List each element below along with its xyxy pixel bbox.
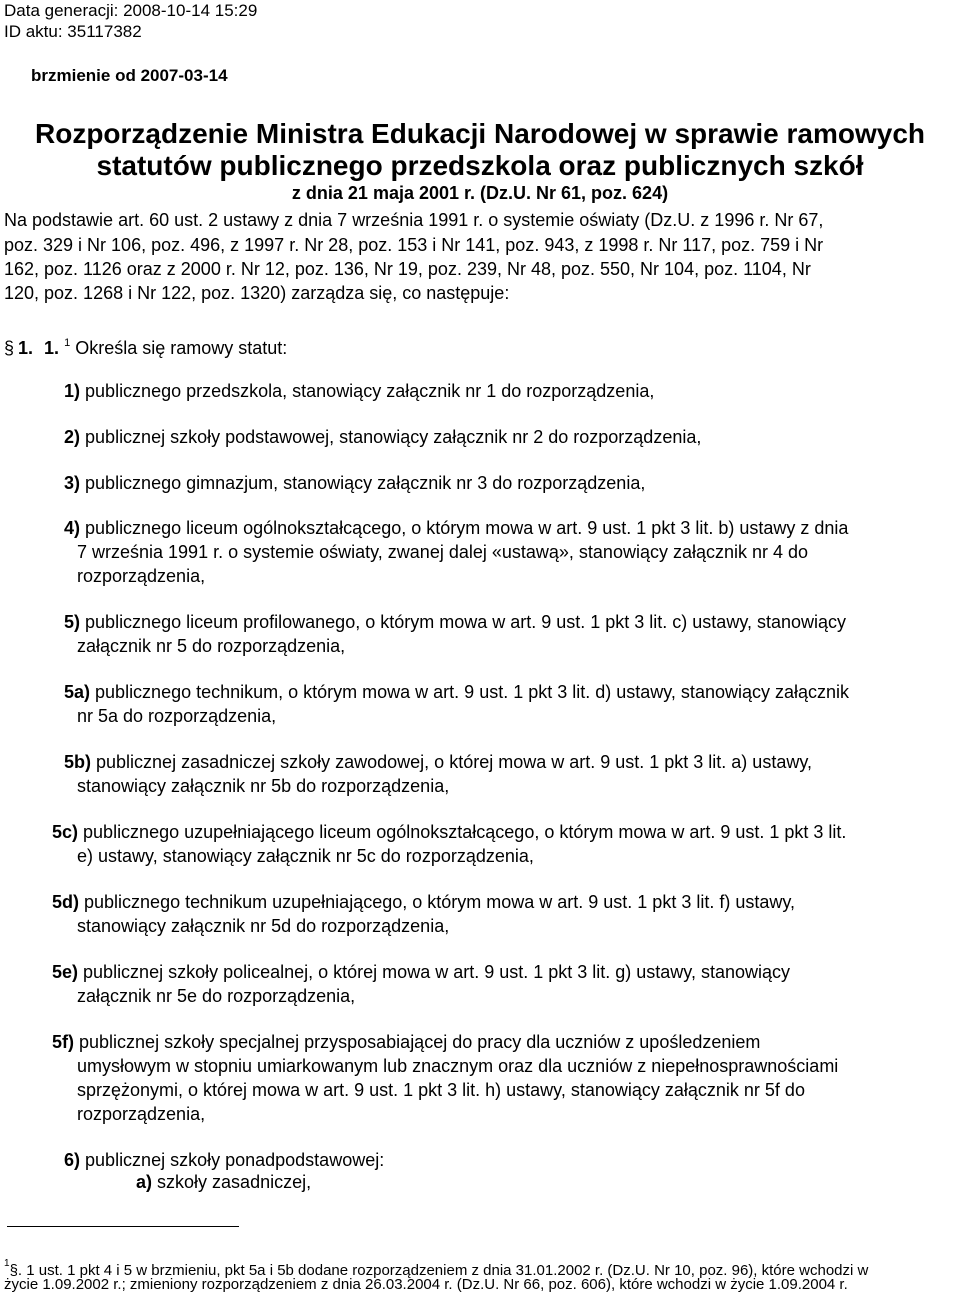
item-number: 5a) bbox=[64, 682, 91, 702]
item-continuation: stanowiący załącznik nr 5b do rozporządzenia, bbox=[77, 776, 450, 796]
item-number: 6) bbox=[64, 1150, 81, 1170]
item-continuation: nr 5a do rozporządzenia, bbox=[77, 706, 277, 726]
ust-number: 1. bbox=[44, 338, 60, 358]
item-continuation: załącznik nr 5 do rozporządzenia, bbox=[77, 636, 346, 656]
section-intro: Określa się ramowy statut: bbox=[75, 338, 288, 358]
item-number: 5c) bbox=[52, 822, 79, 842]
list-item bbox=[64, 426, 701, 448]
item-text: publicznego liceum profilowanego, o którym mowa w art. 9 ust. 1 pkt 3 lit. c) ustawy, stanowiący bbox=[85, 612, 847, 632]
sub-item-letter: a) bbox=[136, 1172, 153, 1192]
item-continuation: sprzężonymi, o której mowa w art. 9 ust. 1 pkt 3 lit. h) ustawy, stanowiący załącznik nr 5f do bbox=[77, 1080, 805, 1100]
preamble-line: 162, poz. 1126 oraz z 2000 r. Nr 12, poz. 136, Nr 19, poz. 239, Nr 48, poz. 550, Nr 104, poz. 1104, Nr bbox=[4, 259, 811, 279]
list-item bbox=[52, 1031, 760, 1053]
item-number: 4) bbox=[64, 518, 81, 538]
item-continuation: rozporządzenia, bbox=[77, 1104, 206, 1124]
item-text: publicznego technikum uzupełniającego, o którym mowa w art. 9 ust. 1 pkt 3 lit. f) ustawy, bbox=[84, 892, 796, 912]
item-continuation: e) ustawy, stanowiący załącznik nr 5c do rozporządzenia, bbox=[77, 846, 534, 866]
footnote-separator bbox=[7, 1226, 239, 1227]
item-number: 5b) bbox=[64, 752, 91, 772]
item-number: 5e) bbox=[52, 962, 79, 982]
item-text: publicznego liceum ogólnokształcącego, o którym mowa w art. 9 ust. 1 pkt 3 lit. b) ustawy z dnia bbox=[85, 518, 849, 538]
item-text: publicznego technikum, o którym mowa w art. 9 ust. 1 pkt 3 lit. d) ustawy, stanowiący załącznik bbox=[95, 682, 850, 702]
list-item bbox=[64, 681, 849, 703]
item-continuation: rozporządzenia, bbox=[77, 566, 206, 586]
item-text: publicznej szkoły specjalnej przysposabiającej do pracy dla uczniów z upośledzeniem bbox=[79, 1032, 761, 1052]
item-continuation: załącznik nr 5e do rozporządzenia, bbox=[77, 986, 356, 1006]
footnote-text-line1: §. 1 ust. 1 pkt 4 i 5 w brzmieniu, pkt 5a i 5b dodane rozporządzeniem z dnia 31.01.2002 r. (Dz.U. Nr 10, poz. 96), które wchodzi w bbox=[9, 1262, 869, 1279]
item-text: publicznego przedszkola, stanowiący załącznik nr 1 do rozporządzenia, bbox=[85, 381, 655, 401]
section-heading bbox=[4, 332, 287, 359]
list-item bbox=[64, 611, 846, 633]
item-text: publicznej szkoły policealnej, o której mowa w art. 9 ust. 1 pkt 3 lit. g) ustawy, stanowiący bbox=[83, 962, 791, 982]
paragraph-number: 1. bbox=[18, 338, 34, 358]
item-text: publicznej zasadniczej szkoły zawodowej, o której mowa w art. 9 ust. 1 pkt 3 lit. a) ustawy, bbox=[96, 752, 812, 772]
list-item bbox=[52, 961, 790, 983]
list-item bbox=[64, 751, 812, 773]
list-item bbox=[52, 821, 846, 843]
document-date-line: z dnia 21 maja 2001 r. (Dz.U. Nr 61, poz. 624) bbox=[291, 183, 669, 203]
preamble-line: poz. 329 i Nr 106, poz. 496, z 1997 r. Nr 28, poz. 153 i Nr 141, poz. 943, z 1998 r. Nr 117, poz. 759 i Nr bbox=[4, 235, 824, 255]
item-continuation: stanowiący załącznik nr 5d do rozporządzenia, bbox=[77, 916, 450, 936]
generation-date: Data generacji: 2008-10-14 15:29 bbox=[4, 1, 258, 20]
item-number: 5) bbox=[64, 612, 81, 632]
version-date: brzmienie od 2007-03-14 bbox=[31, 66, 228, 85]
document-title-line1: Rozporządzenie Ministra Edukacji Narodowej w sprawie ramowych bbox=[35, 118, 925, 149]
svg-text:§: § bbox=[4, 338, 14, 358]
list-item bbox=[64, 517, 848, 539]
paragraph-mark-icon bbox=[4, 338, 14, 358]
act-id: ID aktu: 35117382 bbox=[4, 22, 142, 41]
item-number: 2) bbox=[64, 427, 81, 447]
list-item bbox=[64, 472, 645, 494]
item-continuation: 7 września 1991 r. o systemie oświaty, zwanej dalej «ustawą», stanowiący załącznik nr 4 do bbox=[77, 542, 809, 562]
footnote-mark: 1 bbox=[4, 1258, 10, 1269]
list-item bbox=[64, 380, 654, 402]
sub-item bbox=[136, 1171, 311, 1193]
list-item bbox=[64, 1149, 384, 1171]
item-continuation: umysłowym w stopniu umiarkowanym lub znacznym oraz dla uczniów z niepełnosprawnościami bbox=[77, 1056, 839, 1076]
footnote-reference[interactable]: 1 bbox=[64, 337, 71, 349]
item-text: publicznego gimnazjum, stanowiący załącznik nr 3 do rozporządzenia, bbox=[85, 473, 646, 493]
item-text: publicznego uzupełniającego liceum ogólnokształcącego, o którym mowa w art. 9 ust. 1 pkt 3 lit. bbox=[83, 822, 847, 842]
sub-item-text: szkoły zasadniczej, bbox=[157, 1172, 312, 1192]
item-number: 5d) bbox=[52, 892, 79, 912]
document-title-line2: statutów publicznego przedszkola oraz publicznych szkół bbox=[96, 150, 864, 181]
list-item bbox=[52, 891, 795, 913]
preamble-line: Na podstawie art. 60 ust. 2 ustawy z dnia 7 września 1991 r. o systemie oświaty (Dz.U. z 1996 r. Nr 67, bbox=[4, 210, 824, 230]
item-text: publicznej szkoły podstawowej, stanowiący załącznik nr 2 do rozporządzenia, bbox=[85, 427, 702, 447]
item-number: 5f) bbox=[52, 1032, 74, 1052]
item-number: 1) bbox=[64, 381, 81, 401]
preamble-line: 120, poz. 1268 i Nr 122, poz. 1320) zarządza się, co następuje: bbox=[4, 283, 510, 303]
footnote-text-line2: życie 1.09.2002 r.; zmieniony rozporządzeniem z dnia 26.03.2004 r. (Dz.U. Nr 66, poz. 606), które wchodzi w życie 1.09.2004 r. bbox=[4, 1276, 848, 1293]
paragraph-mark bbox=[4, 338, 18, 358]
item-text: publicznej szkoły ponadpodstawowej: bbox=[85, 1150, 385, 1170]
item-number: 3) bbox=[64, 473, 81, 493]
